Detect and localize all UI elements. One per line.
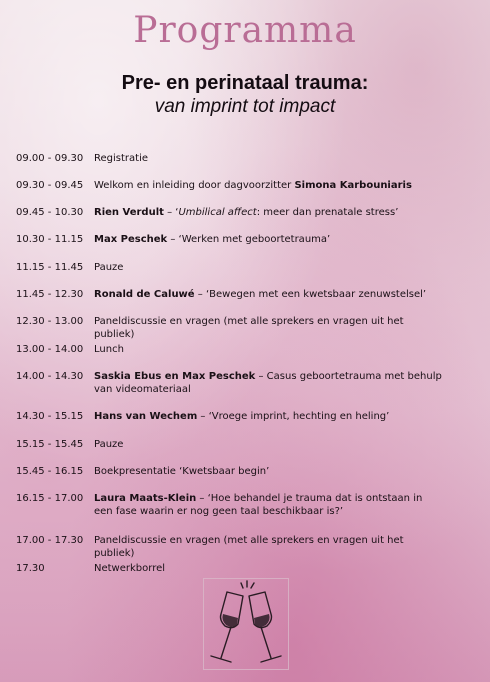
schedule-description (94, 179, 444, 192)
schedule-time: 15.15 - 15.45 (16, 439, 84, 450)
schedule-description (94, 410, 444, 423)
schedule-description (94, 534, 444, 560)
schedule-time: 17.00 - 17.30 (16, 535, 84, 546)
speaker-name: Saskia Ebus en Max Peschek (94, 371, 256, 382)
speaker-name: Rien Verdult (94, 207, 164, 218)
schedule-description (94, 261, 444, 274)
event-title: Pre- en perinataal trauma: (121, 72, 369, 94)
schedule-text: – ‘Werken met geboortetrauma’ (167, 234, 331, 245)
schedule-time: 10.30 - 11.15 (16, 234, 84, 245)
speaker-name: Ronald de Caluwé (94, 289, 195, 300)
schedule-time: 12.30 - 13.00 (16, 316, 84, 327)
schedule-description (94, 343, 444, 356)
schedule-text: Paneldiscussie en vragen (met alle sprekers en vragen uit het publiek) (94, 316, 404, 340)
schedule-time: 09.30 - 09.45 (16, 180, 84, 191)
schedule-time: 13.00 - 14.00 (16, 344, 84, 355)
schedule-description (94, 370, 444, 396)
schedule-text: Pauze (94, 262, 124, 273)
speaker-name: Hans van Wechem (94, 411, 198, 422)
schedule-text: Boekpresentatie ‘Kwetsbaar begin’ (94, 466, 270, 477)
schedule-time: 11.45 - 12.30 (16, 289, 84, 300)
schedule-text: Welkom en inleiding door dagvoorzitter (94, 180, 295, 191)
schedule-text: Umbilical affect (178, 207, 257, 218)
page-title: Programma (133, 10, 357, 51)
schedule-time: 09.45 - 10.30 (16, 207, 84, 218)
schedule-description (94, 233, 444, 246)
schedule-text: – ‘Vroege imprint, hechting en heling’ (197, 411, 390, 422)
schedule-text: – ‘Hoe behandel je trauma dat is ontstaan in een fase waarin er nog geen taal beschikbaar is?’ (94, 493, 423, 517)
champagne-glasses-icon (203, 578, 289, 670)
schedule-time: 16.15 - 17.00 (16, 493, 84, 504)
schedule-description (94, 438, 444, 451)
schedule-text: Paneldiscussie en vragen (met alle sprekers en vragen uit het publiek) (94, 535, 404, 559)
schedule-time: 11.15 - 11.45 (16, 262, 84, 273)
event-subtitle: van imprint tot impact (154, 96, 336, 117)
schedule-text: : meer dan prenatale stress’ (256, 207, 399, 218)
schedule-text: – Casus geboortetrauma met behulp van videomateriaal (94, 371, 442, 395)
schedule-time: 14.00 - 14.30 (16, 371, 84, 382)
speaker-name: Laura Maats-Klein (94, 493, 197, 504)
speaker-name: Max Peschek (94, 234, 168, 245)
schedule-description (94, 465, 444, 478)
schedule-text: Pauze (94, 439, 124, 450)
schedule-time: 17.30 (16, 563, 45, 574)
schedule-description (94, 206, 444, 219)
schedule-text: Lunch (94, 344, 124, 355)
schedule-text: – ‘Bewegen met een kwetsbaar zenuwstelsel’ (194, 289, 427, 300)
schedule-time: 14.30 - 15.15 (16, 411, 84, 422)
schedule-time: 09.00 - 09.30 (16, 153, 84, 164)
schedule-description (94, 492, 444, 518)
speaker-name: Simona Karbouniaris (294, 180, 412, 191)
schedule-description (94, 152, 444, 165)
schedule-description (94, 288, 444, 301)
schedule-description (94, 315, 444, 341)
schedule-text: Registratie (94, 153, 148, 164)
schedule-time: 15.45 - 16.15 (16, 466, 84, 477)
schedule-text: Netwerkborrel (94, 563, 166, 574)
schedule-text: – ‘ (163, 207, 179, 218)
schedule-description (94, 562, 444, 575)
